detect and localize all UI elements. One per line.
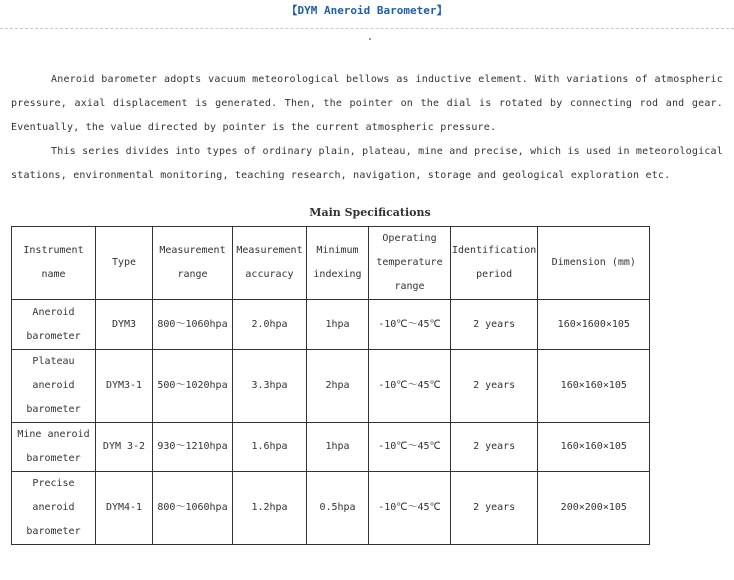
header-cell: Measurement range — [153, 227, 233, 300]
table-cell: 2 years — [451, 350, 538, 423]
table-cell: 2hpa — [307, 350, 369, 423]
header-cell: Dimension (mm) — [538, 227, 650, 300]
header-cell: Type — [96, 227, 153, 300]
intro-paragraph-1: Aneroid barometer adopts vacuum meteorological bellows as inductive element. With variations of atmospheric pressure, axial displacement is generated. Then, the pointer on the dial is rotated by connecting rod and gear. Eventually, the value directed by pointer is the current atmospheric pressure. — [11, 74, 723, 133]
specs-table — [11, 226, 650, 545]
header-cell: Minimum indexing — [307, 227, 369, 300]
table-cell: 2 years — [451, 300, 538, 350]
table-cell: Aneroid barometer — [12, 300, 96, 350]
header-cell: Operating temperature range — [369, 227, 451, 300]
table-cell: DYM4-1 — [96, 472, 153, 545]
table-row — [12, 300, 650, 350]
title-divider — [0, 28, 734, 29]
table-cell: 1hpa — [307, 423, 369, 472]
table-cell: 1hpa — [307, 300, 369, 350]
page-title: 【DYM Aneroid Barometer】 — [286, 4, 448, 17]
table-cell: 800～1060hpa — [153, 300, 233, 350]
table-cell: 3.3hpa — [233, 350, 307, 423]
table-cell: 1.2hpa — [233, 472, 307, 545]
table-cell: 800～1060hpa — [153, 472, 233, 545]
table-cell: -10℃～45℃ — [369, 472, 451, 545]
table-row — [12, 423, 650, 472]
table-cell: -10℃～45℃ — [369, 300, 451, 350]
intro-paragraph-2: This series divides into types of ordinary plain, plateau, mine and precise, which is used in meteorological stations, environmental monitoring, teaching research, navigation, storage and geological exploration etc. — [11, 146, 723, 181]
table-header-row — [12, 227, 650, 300]
table-row — [12, 350, 650, 423]
header-cell: Measurement accuracy — [233, 227, 307, 300]
table-cell: 0.5hpa — [307, 472, 369, 545]
table-cell: 2.0hpa — [233, 300, 307, 350]
table-cell: 160×1600×105 — [538, 300, 650, 350]
table-cell: -10℃～45℃ — [369, 423, 451, 472]
header-cell: Instrument name — [12, 227, 96, 300]
table-cell: 2 years — [451, 472, 538, 545]
specs-title: Main Specifications — [309, 206, 431, 219]
table-cell: 500～1020hpa — [153, 350, 233, 423]
table-cell: DYM3-1 — [96, 350, 153, 423]
table-cell: DYM 3-2 — [96, 423, 153, 472]
table-cell: 200×200×105 — [538, 472, 650, 545]
table-cell: 930～1210hpa — [153, 423, 233, 472]
table-cell: Plateau aneroid barometer — [12, 350, 96, 423]
decorative-dot — [369, 38, 371, 40]
table-cell: Precise aneroid barometer — [12, 472, 96, 545]
table-cell: 160×160×105 — [538, 350, 650, 423]
table-cell: -10℃～45℃ — [369, 350, 451, 423]
table-cell: DYM3 — [96, 300, 153, 350]
table-cell: Mine aneroid barometer — [12, 423, 96, 472]
table-cell: 2 years — [451, 423, 538, 472]
table-cell: 1.6hpa — [233, 423, 307, 472]
table-cell: 160×160×105 — [538, 423, 650, 472]
header-cell: Identification period — [451, 227, 538, 300]
table-row — [12, 472, 650, 545]
